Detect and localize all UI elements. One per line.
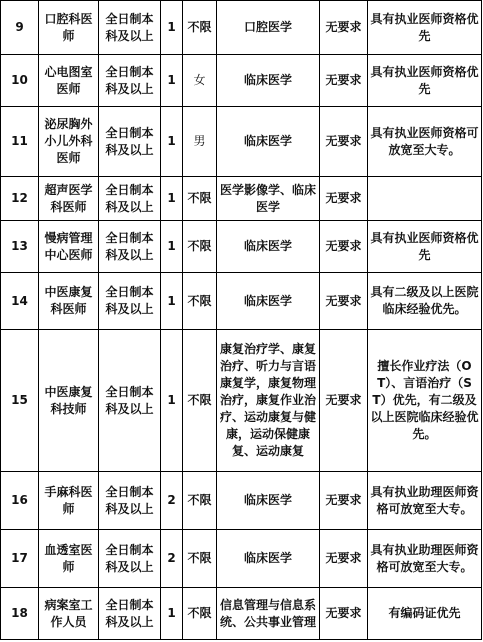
gender-requirement: 女 — [183, 55, 217, 107]
row-number: 16 — [1, 472, 39, 530]
table-row — [1, 55, 482, 107]
position-name: 心电图室医师 — [39, 55, 99, 107]
gender-requirement: 不限 — [183, 472, 217, 530]
other-requirement: 无要求 — [320, 530, 368, 588]
major-requirement: 医学影像学、临床医学 — [217, 177, 320, 221]
education-requirement: 全日制本科及以上 — [99, 55, 161, 107]
remarks: 具有执业医师资格优先 — [368, 1, 482, 55]
other-requirement: 无要求 — [320, 472, 368, 530]
remarks: 具有执业助理医师资格可放宽至大专。 — [368, 472, 482, 530]
hire-count: 1 — [161, 55, 183, 107]
major-requirement: 临床医学 — [217, 472, 320, 530]
education-requirement: 全日制本科及以上 — [99, 221, 161, 273]
position-name: 慢病管理中心医师 — [39, 221, 99, 273]
other-requirement: 无要求 — [320, 1, 368, 55]
remarks: 具有执业医师资格可放宽至大专。 — [368, 107, 482, 177]
hire-count: 1 — [161, 588, 183, 640]
gender-requirement: 不限 — [183, 273, 217, 330]
row-number: 18 — [1, 588, 39, 640]
position-name: 口腔科医师 — [39, 1, 99, 55]
other-requirement: 无要求 — [320, 107, 368, 177]
education-requirement: 全日制本科及以上 — [99, 530, 161, 588]
remarks — [368, 177, 482, 221]
remarks: 擅长作业疗法（OT）、言语治疗（ST）优先，有二级及以上医院临床经验优先。 — [368, 330, 482, 472]
major-requirement: 口腔医学 — [217, 1, 320, 55]
other-requirement: 无要求 — [320, 55, 368, 107]
position-name: 病案室工作人员 — [39, 588, 99, 640]
row-number: 10 — [1, 55, 39, 107]
education-requirement: 全日制本科及以上 — [99, 273, 161, 330]
row-number: 15 — [1, 330, 39, 472]
gender-requirement: 不限 — [183, 330, 217, 472]
gender-requirement: 不限 — [183, 588, 217, 640]
gender-requirement: 不限 — [183, 1, 217, 55]
hire-count: 1 — [161, 330, 183, 472]
row-number: 12 — [1, 177, 39, 221]
position-name: 中医康复科医师 — [39, 273, 99, 330]
other-requirement: 无要求 — [320, 588, 368, 640]
other-requirement: 无要求 — [320, 330, 368, 472]
table-row — [1, 221, 482, 273]
table-row — [1, 330, 482, 472]
table-row — [1, 588, 482, 640]
major-requirement: 临床医学 — [217, 273, 320, 330]
education-requirement: 全日制本科及以上 — [99, 177, 161, 221]
row-number: 13 — [1, 221, 39, 273]
hire-count: 2 — [161, 530, 183, 588]
remarks: 具有执业医师资格优先 — [368, 55, 482, 107]
education-requirement: 全日制本科及以上 — [99, 330, 161, 472]
row-number: 11 — [1, 107, 39, 177]
remarks: 具有二级及以上医院临床经验优先。 — [368, 273, 482, 330]
major-requirement: 临床医学 — [217, 107, 320, 177]
table-row — [1, 177, 482, 221]
other-requirement: 无要求 — [320, 273, 368, 330]
major-requirement: 信息管理与信息系统、公共事业管理 — [217, 588, 320, 640]
position-name: 手麻科医师 — [39, 472, 99, 530]
education-requirement: 全日制本科及以上 — [99, 472, 161, 530]
hire-count: 2 — [161, 472, 183, 530]
education-requirement: 全日制本科及以上 — [99, 588, 161, 640]
table-row — [1, 107, 482, 177]
hire-count: 1 — [161, 177, 183, 221]
gender-requirement: 男 — [183, 107, 217, 177]
gender-requirement: 不限 — [183, 221, 217, 273]
table-row — [1, 530, 482, 588]
other-requirement: 无要求 — [320, 221, 368, 273]
gender-requirement: 不限 — [183, 530, 217, 588]
table-row — [1, 472, 482, 530]
hire-count: 1 — [161, 1, 183, 55]
remarks: 具有执业医师资格优先 — [368, 221, 482, 273]
hire-count: 1 — [161, 221, 183, 273]
major-requirement: 临床医学 — [217, 530, 320, 588]
hire-count: 1 — [161, 107, 183, 177]
position-name: 血透室医师 — [39, 530, 99, 588]
hire-count: 1 — [161, 273, 183, 330]
row-number: 9 — [1, 1, 39, 55]
major-requirement: 临床医学 — [217, 55, 320, 107]
remarks: 有编码证优先 — [368, 588, 482, 640]
education-requirement: 全日制本科及以上 — [99, 1, 161, 55]
education-requirement: 全日制本科及以上 — [99, 107, 161, 177]
gender-requirement: 不限 — [183, 177, 217, 221]
table-row — [1, 273, 482, 330]
major-requirement: 康复治疗学、康复治疗、听力与言语康复学，康复物理治疗，康复作业治疗、运动康复与健康，运动保健康复、运动康复 — [217, 330, 320, 472]
remarks: 具有执业助理医师资格可放宽至大专。 — [368, 530, 482, 588]
position-name: 泌尿胸外小儿外科医师 — [39, 107, 99, 177]
other-requirement: 无要求 — [320, 177, 368, 221]
row-number: 17 — [1, 530, 39, 588]
table-row — [1, 1, 482, 55]
major-requirement: 临床医学 — [217, 221, 320, 273]
row-number: 14 — [1, 273, 39, 330]
position-name: 超声医学科医师 — [39, 177, 99, 221]
position-name: 中医康复科技师 — [39, 330, 99, 472]
